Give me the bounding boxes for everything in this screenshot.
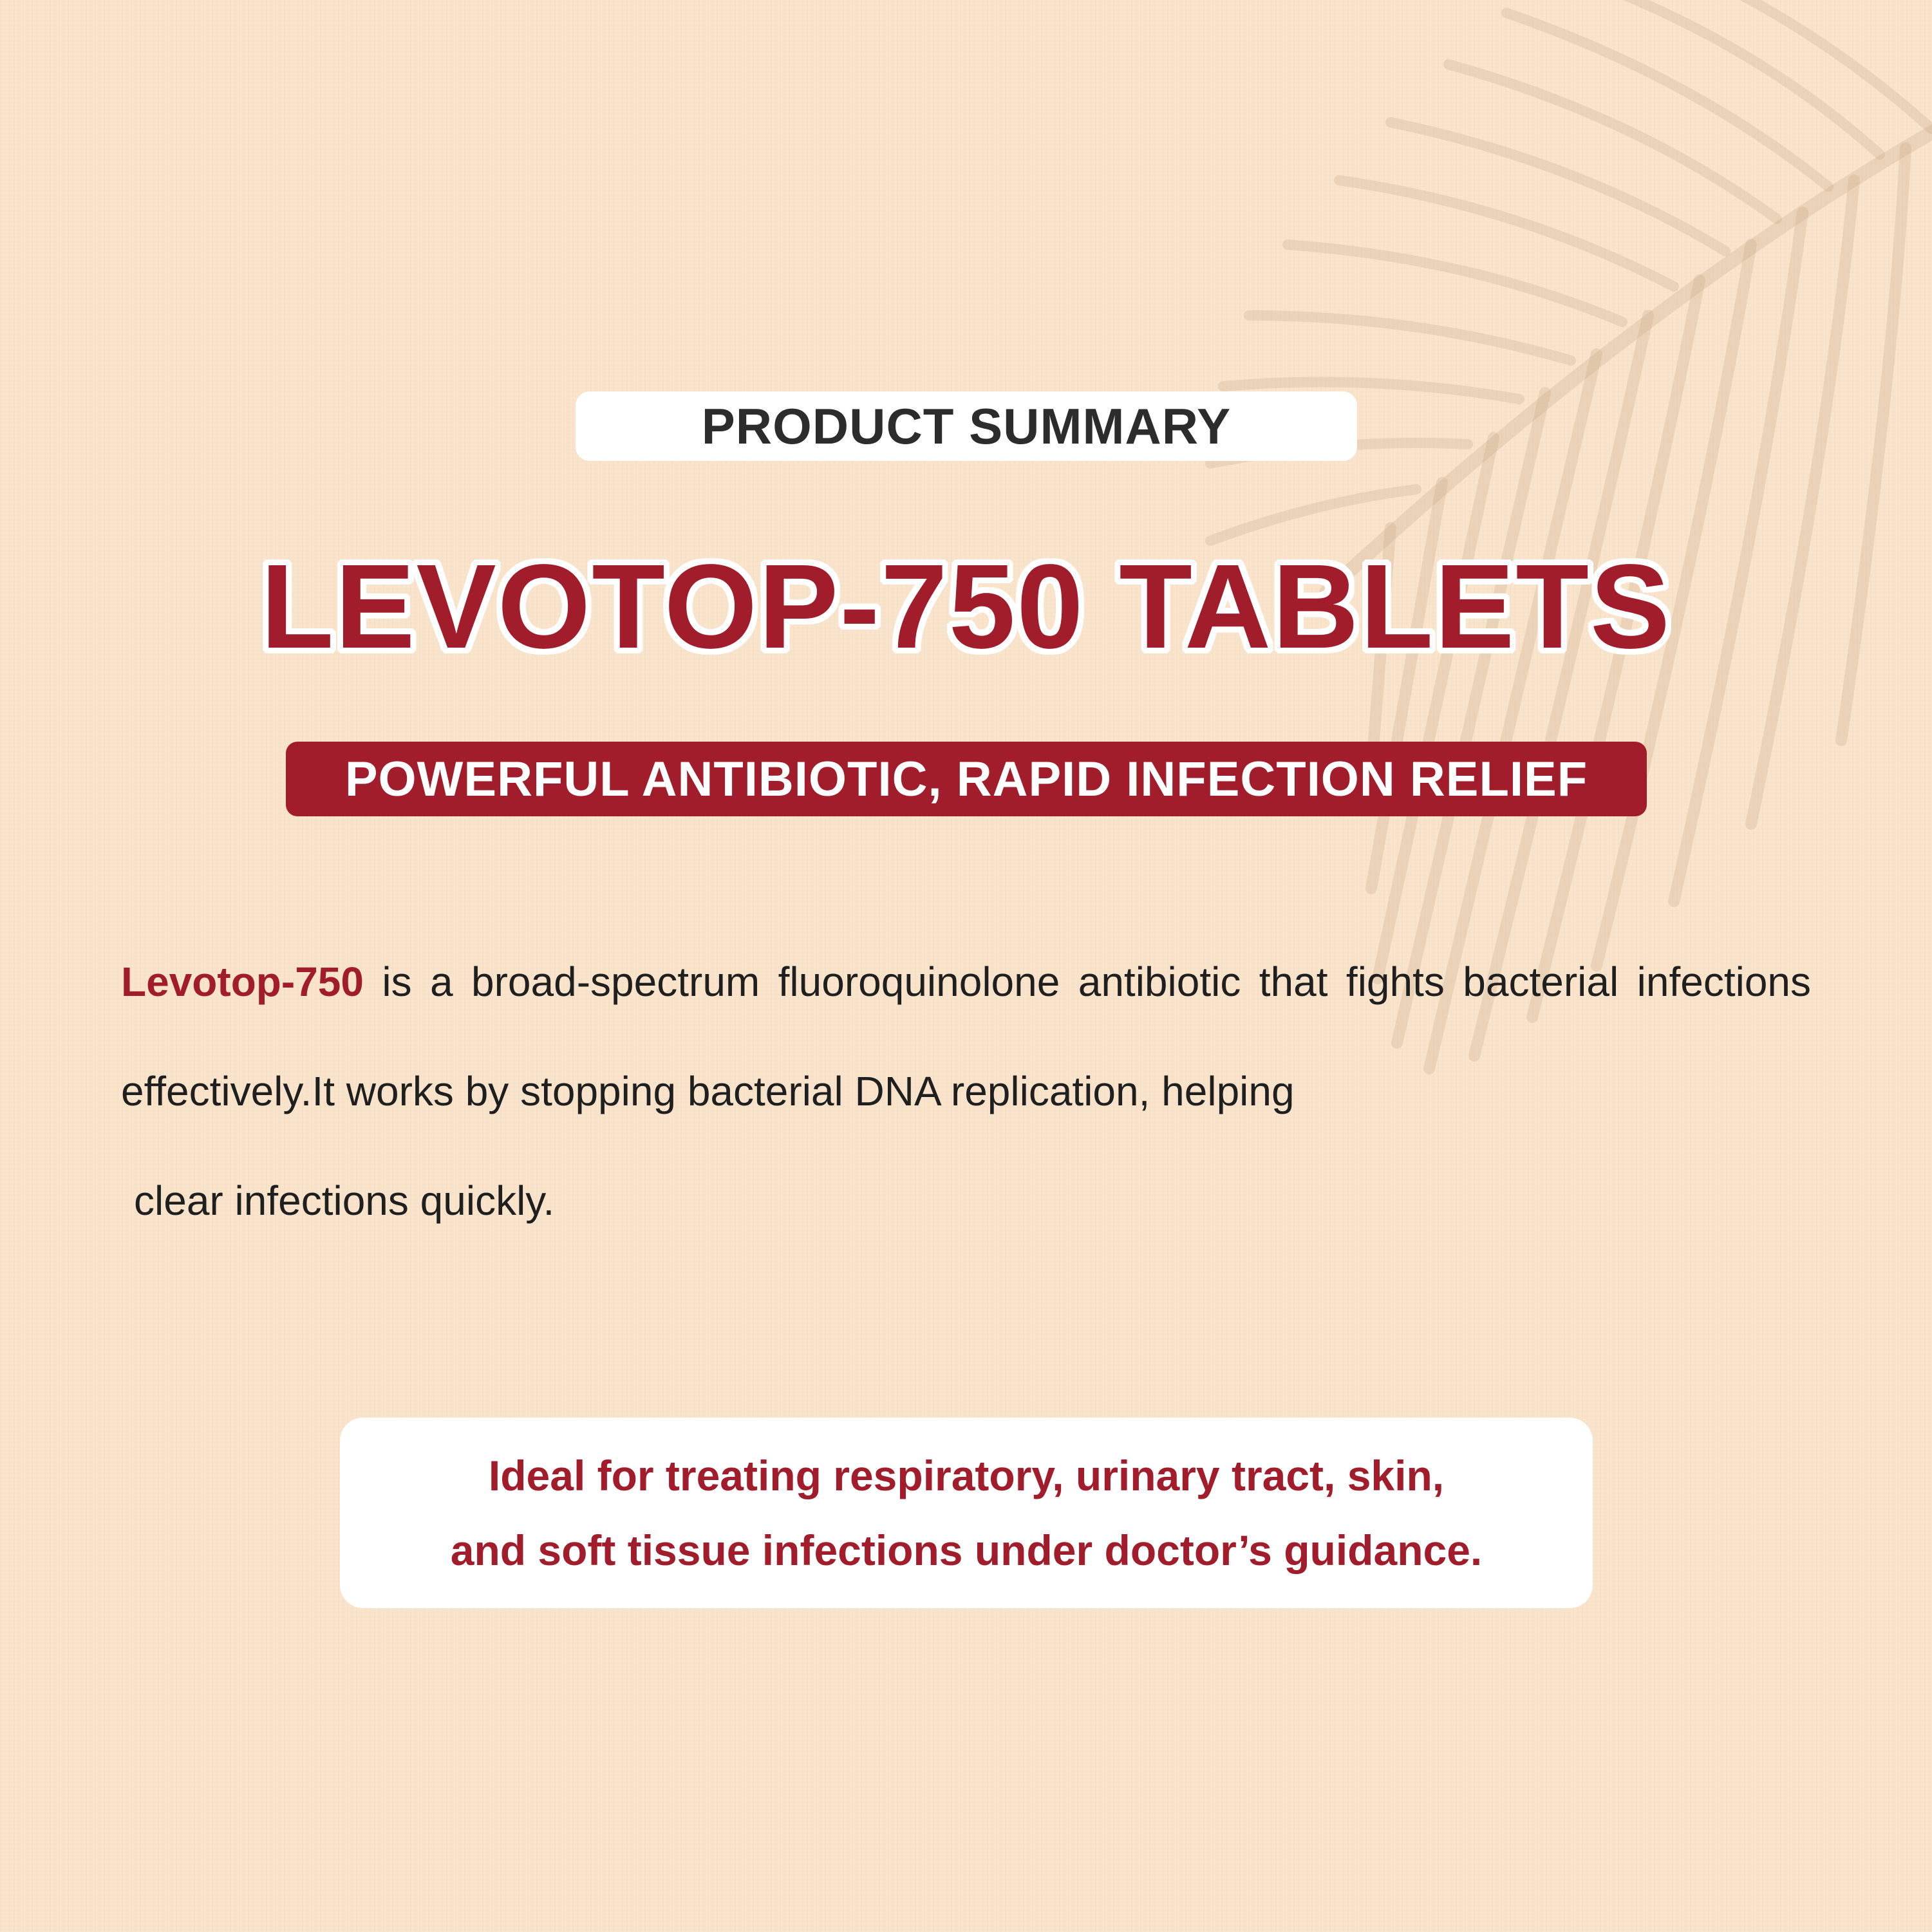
description-text-end: clear infections quickly. (134, 1177, 555, 1224)
product-title: LEVOTOP-750 TABLETS (260, 540, 1672, 673)
product-description (121, 927, 1811, 1255)
tagline-text: POWERFUL ANTIBIOTIC, RAPID INFECTION RELIEF (344, 751, 1588, 807)
summary-label: PRODUCT SUMMARY (701, 397, 1232, 455)
description-text: is a broad-spectrum fluoroquinolone antibiotic that fights bacterial infections effectively.It works by stopping bacterial DNA replication, helping (121, 959, 1811, 1114)
tagline-badge (286, 742, 1647, 816)
description-brand-name: Levotop-750 (121, 959, 364, 1005)
usage-note-line-2: and soft tissue infections under doctor’s guidance. (450, 1526, 1483, 1574)
usage-note-card (340, 1418, 1593, 1608)
usage-note-line-1: Ideal for treating respiratory, urinary tract, skin, (488, 1452, 1445, 1499)
summary-label-pill (576, 391, 1357, 461)
